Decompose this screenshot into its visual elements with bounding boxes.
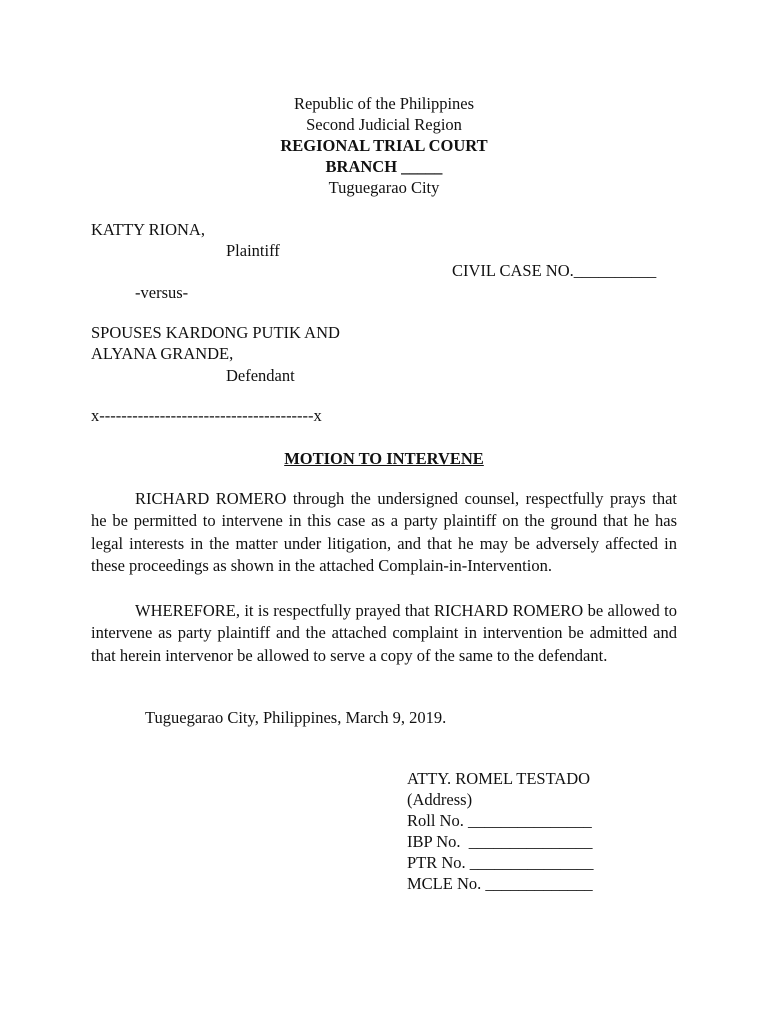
- header-branch: BRANCH _____: [325, 157, 443, 176]
- roll-number: Roll No. _______________: [407, 811, 592, 830]
- mcle-number: MCLE No. _____________: [407, 874, 593, 893]
- caption-separator: x---------------------------------------x: [91, 406, 322, 425]
- defendant-name-line1: SPOUSES KARDONG PUTIK AND: [91, 323, 340, 342]
- defendant-name-line2: ALYANA GRANDE,: [91, 344, 234, 363]
- plaintiff-role: Plaintiff: [226, 241, 280, 260]
- paragraph-prayer: RICHARD ROMERO through the undersigned counsel, respectfully prays that he be permitted to intervene in this case as a party plaintiff on the ground that he has legal interests in the matter under litigation, and that he may be adversely affected in these proceedings as shown in the attached Complain-in-Intervention.: [91, 489, 677, 575]
- civil-case-number: CIVIL CASE NO.__________: [452, 261, 657, 280]
- defendant-role: Defendant: [226, 366, 295, 385]
- motion-title: MOTION TO INTERVENE: [284, 449, 484, 468]
- plaintiff-name: KATTY RIONA,: [91, 220, 205, 239]
- header-judicial-region: Second Judicial Region: [306, 115, 462, 134]
- signatory-name: ATTY. ROMEL TESTADO: [407, 769, 591, 788]
- paragraph-wherefore: WHEREFORE, it is respectfully prayed that RICHARD ROMERO be allowed to intervene as party plaintiff and the attached complaint in intervention be admitted and that herein intervenor be allowed to serve a copy of the same to the defendant.: [91, 601, 677, 665]
- signatory-address: (Address): [407, 790, 473, 809]
- date-line: Tuguegarao City, Philippines, March 9, 2019.: [145, 708, 447, 727]
- ibp-number: IBP No. _______________: [407, 832, 593, 851]
- header-court: REGIONAL TRIAL COURT: [280, 136, 488, 155]
- ptr-number: PTR No. _______________: [407, 853, 594, 872]
- header-city: Tuguegarao City: [328, 178, 440, 197]
- versus-label: -versus-: [135, 283, 189, 302]
- header-republic: Republic of the Philippines: [293, 94, 475, 113]
